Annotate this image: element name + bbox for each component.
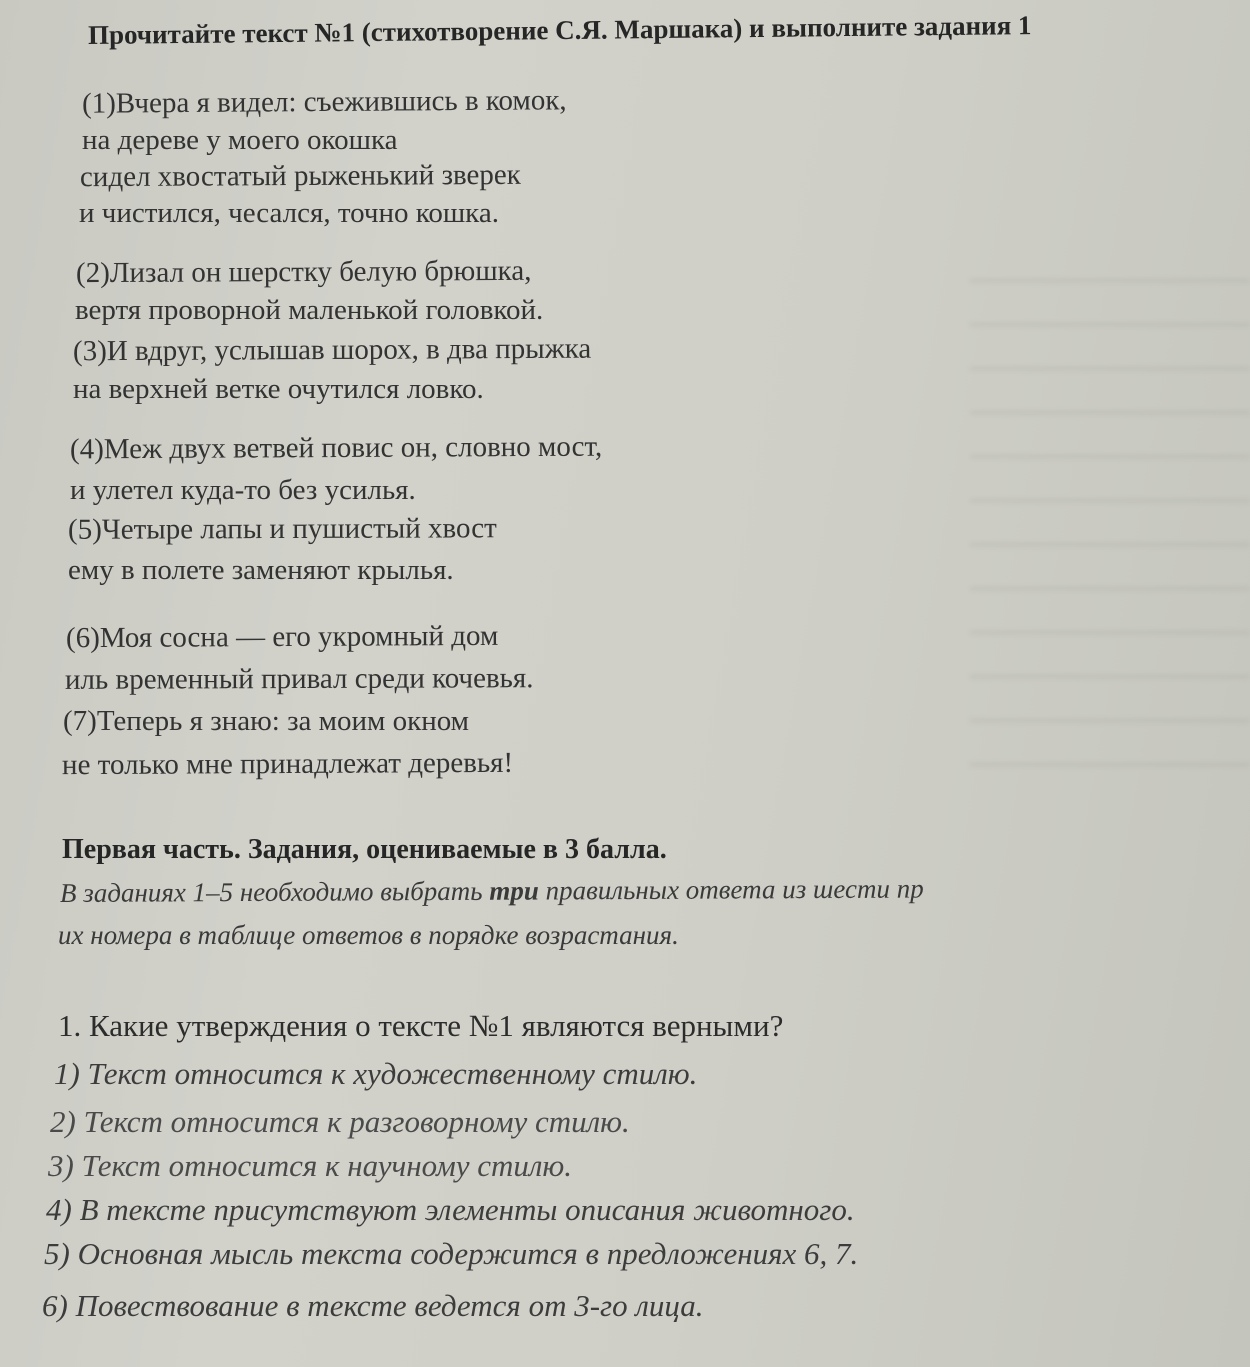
- answer-option: 4) В тексте присутствуют элементы описания животного.: [46, 1192, 855, 1227]
- poem-line: иль временный привал среди кочевья.: [64, 662, 534, 696]
- answer-option: 1) Текст относится к художественному стилю.: [54, 1056, 698, 1091]
- poem-line: (5)Четыре лапы и пушистый хвост: [67, 512, 497, 546]
- instruction-line: [60, 875, 924, 907]
- poem-line: на верхней ветке очутился ловко.: [73, 373, 484, 405]
- poem-line: (4)Меж двух ветвей повис он, словно мост,: [69, 430, 603, 466]
- poem-line: ему в полете заменяют крылья.: [68, 554, 454, 586]
- part-title: Первая часть. Задания, оцениваемые в 3 балла.: [62, 834, 667, 865]
- task-header: Прочитайте текст №1 (стихотворение С.Я. Маршака) и выполните задания 1: [87, 10, 1032, 50]
- poem-line: (3)И вдруг, услышав шорох, в два прыжка: [72, 332, 592, 368]
- poem-line: вертя проворной маленькой головкой.: [75, 294, 544, 326]
- question-text: 1. Какие утверждения о тексте №1 являются верными?: [58, 1008, 784, 1043]
- poem-line: (6)Моя сосна — его укромный дом: [65, 619, 499, 655]
- poem-line: (1)Вчера я видел: съежившись в комок,: [81, 84, 567, 120]
- answer-option: 2) Текст относится к разговорному стилю.: [50, 1104, 630, 1139]
- instruction-text: правильных ответа из шести пр: [538, 873, 924, 906]
- instruction-line-2: их номера в таблице ответов в порядке возрастания.: [58, 920, 679, 950]
- poem-line: на дереве у моего окошка: [82, 124, 398, 156]
- answer-option: 3) Текст относится к научному стилю.: [48, 1148, 573, 1183]
- poem-line: не только мне принадлежат деревья!: [61, 746, 514, 782]
- answer-option: 6) Повествование в тексте ведется от 3-го лица.: [42, 1288, 704, 1323]
- poem-line: и чистился, чесался, точно кошка.: [79, 197, 499, 229]
- instruction-emphasis: три: [489, 875, 539, 906]
- poem-line: сидел хвостатый рыженький зверек: [79, 158, 521, 194]
- instruction-text: В заданиях 1–5 необходимо выбрать: [59, 875, 490, 908]
- answer-option: 5) Основная мысль текста содержится в предложениях 6, 7.: [44, 1236, 859, 1271]
- poem-line: (2)Лизал он шерстку белую брюшка,: [75, 254, 532, 290]
- poem-line: и улетел куда-то без усилья.: [70, 474, 416, 506]
- bleed-through-text: [970, 240, 1250, 800]
- poem-line: (7)Теперь я знаю: за моим окном: [63, 705, 470, 737]
